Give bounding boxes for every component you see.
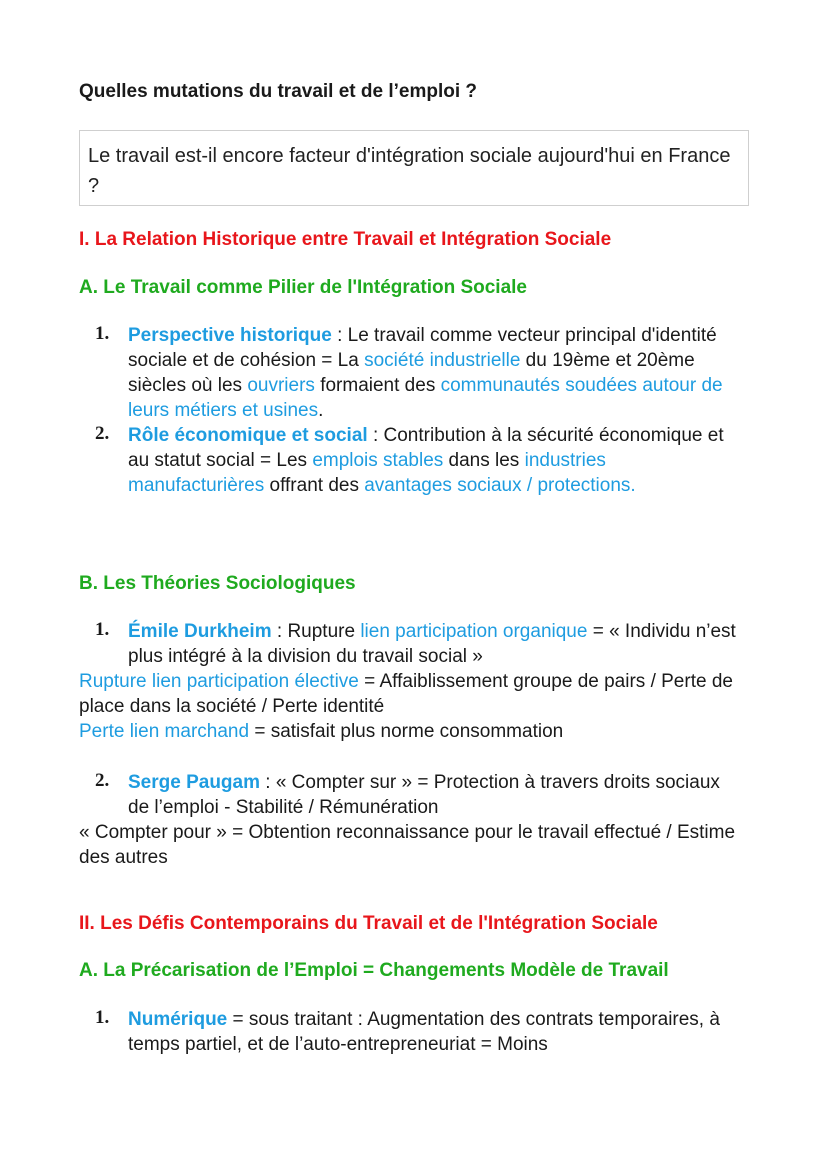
part-2-heading: II. Les Défis Contemporains du Travail et de l'Intégration Sociale bbox=[79, 913, 658, 934]
section-2a-heading: A. La Précarisation de l’Emploi = Changements Modèle de Travail bbox=[79, 960, 669, 981]
highlight: Perte lien marchand bbox=[79, 721, 250, 742]
list-item: Numérique = sous traitant : Augmentation des contrats temporaires, à temps partiel, et de l’auto-entrepreneuriat = Moins bbox=[128, 1009, 720, 1055]
term: Serge Paugam bbox=[128, 772, 260, 793]
highlight: ouvriers bbox=[247, 375, 315, 396]
term: Émile Durkheim bbox=[128, 621, 272, 642]
highlight: Rupture lien participation élective bbox=[79, 671, 359, 692]
paragraph: Perte lien marchand = satisfait plus norme consommation bbox=[79, 721, 564, 742]
page-title: Quelles mutations du travail et de l’emploi ? bbox=[79, 81, 478, 102]
highlight: société industrielle bbox=[364, 350, 521, 371]
list-number: 2. bbox=[95, 423, 110, 444]
paragraph: « Compter pour » = Obtention reconnaissance pour le travail effectué / Estime des autres bbox=[79, 822, 736, 868]
part-1-heading: I. La Relation Historique entre Travail et Intégration Sociale bbox=[79, 229, 612, 250]
list-item: Serge Paugam : « Compter sur » = Protection à travers droits sociaux de l’emploi - Stabilité / Rémunération bbox=[128, 772, 720, 818]
term: Numérique bbox=[128, 1009, 228, 1030]
list-item: Rôle économique et social : Contribution à la sécurité économique et au statut social = Les emplois stables dans les industries manufacturières offrant des avantages sociaux / protections. bbox=[128, 425, 724, 496]
paragraph: Rupture lien participation élective = Affaiblissement groupe de pairs / Perte de place dans la société / Perte identité bbox=[79, 671, 733, 717]
highlight: industries manufacturières bbox=[128, 450, 606, 496]
highlight: avantages sociaux / protections. bbox=[364, 475, 636, 496]
list-number: 1. bbox=[95, 323, 110, 344]
question-box: Le travail est-il encore facteur d'intégration sociale aujourd'hui en France ? bbox=[79, 130, 749, 206]
highlight: communautés soudées autour de leurs métiers et usines bbox=[128, 375, 723, 421]
section-1b-heading: B. Les Théories Sociologiques bbox=[79, 573, 356, 594]
term: Perspective historique bbox=[128, 325, 332, 346]
highlight: lien participation organique bbox=[360, 621, 588, 642]
list-number: 1. bbox=[95, 619, 110, 640]
list-item: Émile Durkheim : Rupture lien participation organique = « Individu n’est plus intégré à la division du travail social » bbox=[128, 621, 736, 667]
term: Rôle économique et social bbox=[128, 425, 368, 446]
list-number: 2. bbox=[95, 770, 110, 791]
list-number: 1. bbox=[95, 1007, 110, 1028]
list-item: Perspective historique : Le travail comme vecteur principal d'identité sociale et de cohésion = La société industrielle du 19ème et 20ème siècles où les ouvriers formaient des communautés soudées autour de leurs métiers et usines. bbox=[128, 325, 723, 421]
section-1a-heading: A. Le Travail comme Pilier de l'Intégration Sociale bbox=[79, 277, 528, 298]
highlight: emplois stables bbox=[312, 450, 444, 471]
